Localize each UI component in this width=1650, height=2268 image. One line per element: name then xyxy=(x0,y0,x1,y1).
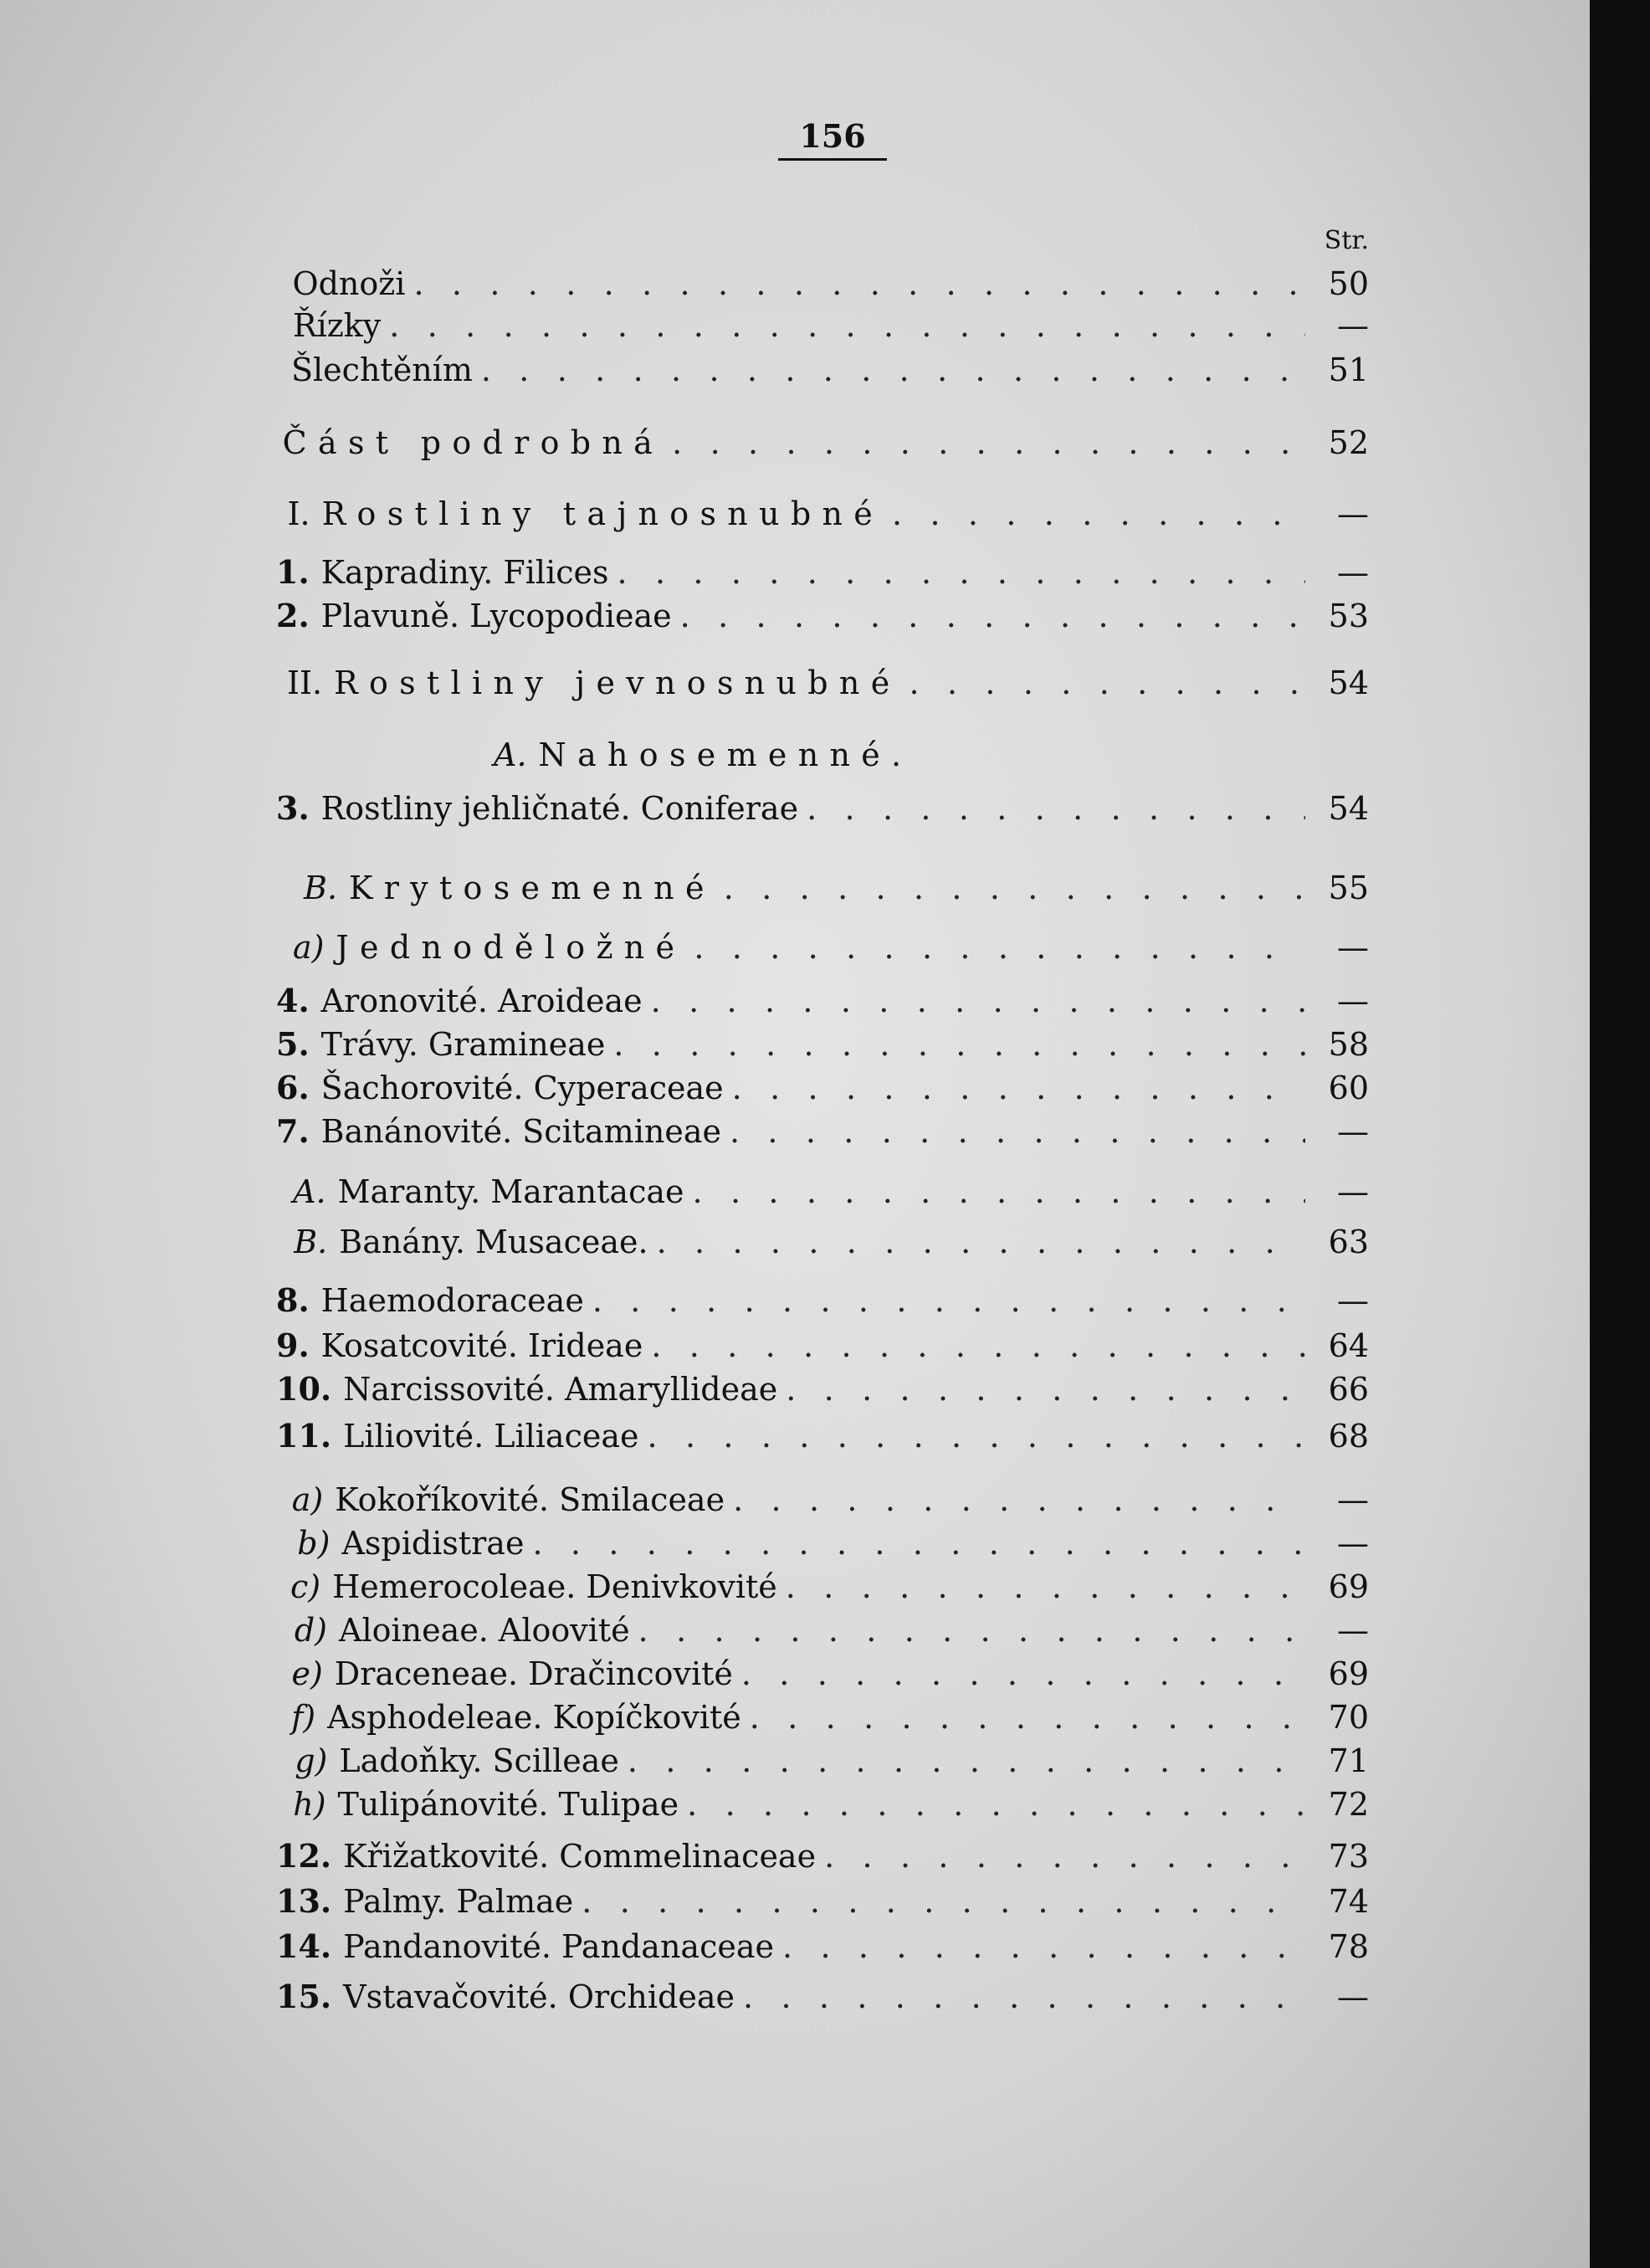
entry-page-number: — xyxy=(1337,554,1369,591)
toc-entry xyxy=(276,305,1369,346)
dot-leader xyxy=(910,663,1306,703)
entry-page-number: 60 xyxy=(1328,1070,1369,1106)
toc-entry xyxy=(276,927,1369,967)
entry-letter: A. xyxy=(293,1173,326,1210)
entry-page-number: 64 xyxy=(1328,1327,1369,1364)
entry-page-number: 69 xyxy=(1328,1568,1369,1605)
toc-entry xyxy=(276,1784,1369,1824)
entry-page-number: — xyxy=(1337,1113,1369,1150)
entry-title: Rostliny jevnosnubné xyxy=(334,664,901,701)
toc-entry xyxy=(276,1836,1369,1876)
toc-entry xyxy=(276,868,1369,908)
toc-entry xyxy=(276,1326,1369,1366)
dot-leader xyxy=(694,927,1305,967)
dot-leader xyxy=(672,423,1305,463)
entry-title: Ladoňky. Scilleae xyxy=(339,1742,619,1779)
entry-number: 14. xyxy=(276,1927,332,1965)
toc-entry xyxy=(276,1068,1369,1108)
entry-page-number: 68 xyxy=(1328,1418,1369,1455)
toc-entry xyxy=(276,494,1369,534)
dot-leader xyxy=(389,305,1305,346)
toc-entry xyxy=(276,1977,1369,2017)
dot-leader xyxy=(648,1416,1306,1456)
entry-page-number: 50 xyxy=(1328,265,1369,302)
entry-number: 8. xyxy=(276,1281,310,1319)
entry-page-number: — xyxy=(1337,307,1369,344)
dot-leader xyxy=(732,1068,1305,1108)
dot-leader xyxy=(592,1280,1305,1321)
toc-entry xyxy=(276,1480,1369,1520)
entry-page-number: 72 xyxy=(1328,1786,1369,1823)
entry-letter: g) xyxy=(295,1742,328,1779)
toc-entry xyxy=(276,552,1369,593)
entry-title: Plavuně. Lycopodieae xyxy=(320,598,672,634)
entry-page-number: 51 xyxy=(1328,351,1369,388)
entry-page-number: — xyxy=(1337,495,1369,532)
entry-title: Narcissovité. Amaryllideae xyxy=(343,1371,778,1408)
entry-letter: a) xyxy=(291,1481,324,1518)
entry-number: 1. xyxy=(276,553,310,591)
entry-title: Pandanovité. Pandanaceae xyxy=(343,1928,774,1965)
toc-entry xyxy=(276,663,1369,703)
dot-leader xyxy=(628,1741,1305,1781)
entry-page-number: — xyxy=(1337,1978,1369,2015)
entry-title: Jednoděložné xyxy=(336,929,686,966)
entry-page-number: — xyxy=(1337,1173,1369,1210)
dot-leader xyxy=(617,552,1306,593)
entry-title: Rostliny tajnosnubné xyxy=(321,495,884,532)
toc-entry xyxy=(276,596,1369,636)
dot-leader xyxy=(892,494,1305,534)
entry-page-number: — xyxy=(1337,1612,1369,1649)
entry-letter: a) xyxy=(293,929,325,966)
entry-title: Banánovité. Scitamineae xyxy=(320,1113,721,1150)
entry-title: Aloineae. Aloovité xyxy=(339,1612,630,1649)
dot-leader xyxy=(582,1881,1305,1922)
dot-leader xyxy=(481,350,1305,390)
toc-entry xyxy=(276,264,1369,304)
dot-leader xyxy=(680,596,1305,636)
toc-entry xyxy=(276,1523,1369,1563)
entry-title: Trávy. Gramineae xyxy=(320,1026,606,1063)
entry-page-number: 63 xyxy=(1328,1224,1369,1260)
toc-entry xyxy=(276,1610,1369,1650)
entry-number: 12. xyxy=(276,1837,332,1875)
toc-entry xyxy=(276,423,1369,463)
dot-leader xyxy=(782,1927,1305,1967)
entry-title: Nahosemenné. xyxy=(538,736,913,773)
entry-letter: A. xyxy=(494,736,527,773)
entry-title: Krytosemenné xyxy=(349,870,715,906)
entry-number: 5. xyxy=(276,1025,310,1063)
entry-letter: c) xyxy=(290,1568,321,1605)
entry-number: 9. xyxy=(276,1326,310,1364)
entry-letter: h) xyxy=(293,1786,326,1823)
toc-entry xyxy=(276,1927,1369,1967)
entry-letter: I. xyxy=(287,495,310,532)
entry-number: 2. xyxy=(276,597,310,634)
scan-border xyxy=(1590,0,1650,2268)
entry-page-number: — xyxy=(1337,929,1369,966)
page-number: 156 xyxy=(778,117,887,161)
entry-title: Část podrobná xyxy=(282,424,664,461)
toc-entry xyxy=(276,1881,1369,1922)
dot-leader xyxy=(807,788,1305,829)
dot-leader xyxy=(532,1523,1305,1563)
dot-leader xyxy=(750,1697,1305,1737)
dot-leader xyxy=(724,868,1305,908)
entry-title: Vstavačovité. Orchideae xyxy=(343,1978,735,2015)
entry-title: Tulipánovité. Tulipae xyxy=(337,1786,679,1823)
entry-title: Řízky xyxy=(293,307,382,344)
entry-page-number: — xyxy=(1337,983,1369,1019)
dot-leader xyxy=(657,1222,1305,1262)
entry-page-number: 74 xyxy=(1328,1883,1369,1920)
entry-title: Odnoži xyxy=(292,265,406,302)
entry-title: Aspidistrae xyxy=(341,1525,525,1562)
entry-page-number: — xyxy=(1337,1481,1369,1518)
toc-entry xyxy=(276,981,1369,1021)
entry-page-number: — xyxy=(1337,1282,1369,1319)
entry-letter: b) xyxy=(297,1525,331,1562)
toc-entry xyxy=(276,735,1369,775)
entry-letter: B. xyxy=(294,1224,328,1260)
entry-title: Haemodoraceae xyxy=(320,1282,584,1319)
toc-entry xyxy=(276,1222,1369,1262)
toc-entry xyxy=(276,1369,1369,1409)
entry-page-number: 55 xyxy=(1328,870,1369,906)
entry-title: Kapradiny. Filices xyxy=(320,554,609,591)
toc-entry xyxy=(276,1697,1369,1737)
entry-title: Kosatcovité. Irideae xyxy=(320,1327,643,1364)
entry-page-number: 71 xyxy=(1328,1742,1369,1779)
entry-page-number: 66 xyxy=(1328,1371,1369,1408)
entry-number: 3. xyxy=(276,789,310,827)
entry-page-number: 73 xyxy=(1328,1838,1369,1875)
entry-page-number: 58 xyxy=(1328,1026,1369,1063)
entry-page-number: 78 xyxy=(1328,1928,1369,1965)
dot-leader xyxy=(693,1172,1305,1212)
toc-entry xyxy=(276,1654,1369,1694)
entry-letter: d) xyxy=(294,1612,327,1649)
entry-letter: e) xyxy=(291,1655,323,1692)
entry-number: 15. xyxy=(276,1978,332,2015)
entry-letter: B. xyxy=(304,870,338,906)
dot-leader xyxy=(741,1654,1305,1694)
dot-leader xyxy=(651,981,1305,1021)
dot-leader xyxy=(638,1610,1305,1650)
toc-entry xyxy=(276,350,1369,390)
entry-title: Rostliny jehličnaté. Coniferae xyxy=(320,790,799,827)
entry-page-number: 54 xyxy=(1328,790,1369,827)
entry-number: 11. xyxy=(276,1417,332,1455)
entry-title: Kokoříkovité. Smilaceae xyxy=(335,1481,725,1518)
toc-entry xyxy=(276,1567,1369,1607)
entry-page-number: — xyxy=(1337,1525,1369,1562)
entry-title: Hemerocoleae. Denivkovité xyxy=(332,1568,777,1605)
toc-entry xyxy=(276,1741,1369,1781)
dot-leader xyxy=(824,1836,1305,1876)
toc-entry xyxy=(276,1416,1369,1456)
dot-leader xyxy=(786,1369,1305,1409)
toc-entry xyxy=(276,1111,1369,1152)
entry-page-number: 70 xyxy=(1328,1699,1369,1736)
dot-leader xyxy=(743,1977,1305,2017)
entry-title: Liliovité. Liliaceae xyxy=(343,1418,639,1455)
entry-title: Šachorovité. Cyperaceae xyxy=(320,1070,724,1106)
entry-number: 7. xyxy=(276,1112,310,1150)
dot-leader xyxy=(730,1111,1305,1152)
dot-leader xyxy=(786,1567,1305,1607)
entry-title: Draceneae. Dračincovité xyxy=(334,1655,733,1692)
dot-leader xyxy=(613,1024,1305,1065)
entry-letter: f) xyxy=(291,1699,316,1736)
entry-page-number: 69 xyxy=(1328,1655,1369,1692)
entry-number: 10. xyxy=(276,1370,332,1408)
page-column-label: Str. xyxy=(1324,226,1369,255)
entry-title: Šlechtěním xyxy=(291,351,473,388)
entry-page-number: 52 xyxy=(1328,424,1369,461)
dot-leader xyxy=(687,1784,1305,1824)
entry-number: 13. xyxy=(276,1882,332,1920)
entry-number: 4. xyxy=(276,982,310,1019)
toc-entry xyxy=(276,1280,1369,1321)
entry-title: Maranty. Marantacae xyxy=(337,1173,684,1210)
entry-page-number: 54 xyxy=(1328,664,1369,701)
dot-leader xyxy=(413,264,1305,304)
dot-leader xyxy=(651,1326,1305,1366)
toc-entry xyxy=(276,1024,1369,1065)
entry-title: Palmy. Palmae xyxy=(343,1883,574,1920)
entry-title: Asphodeleae. Kopíčkovité xyxy=(327,1699,741,1736)
dot-leader xyxy=(733,1480,1305,1520)
toc-entry xyxy=(276,1172,1369,1212)
toc-entry xyxy=(276,788,1369,829)
entry-title: Aronovité. Aroideae xyxy=(320,983,643,1019)
entry-title: Křižatkovité. Commelinaceae xyxy=(343,1838,817,1875)
entry-letter: II. xyxy=(286,664,323,701)
entry-page-number: 53 xyxy=(1328,598,1369,634)
entry-number: 6. xyxy=(276,1069,310,1106)
entry-title: Banány. Musaceae. xyxy=(339,1224,648,1260)
